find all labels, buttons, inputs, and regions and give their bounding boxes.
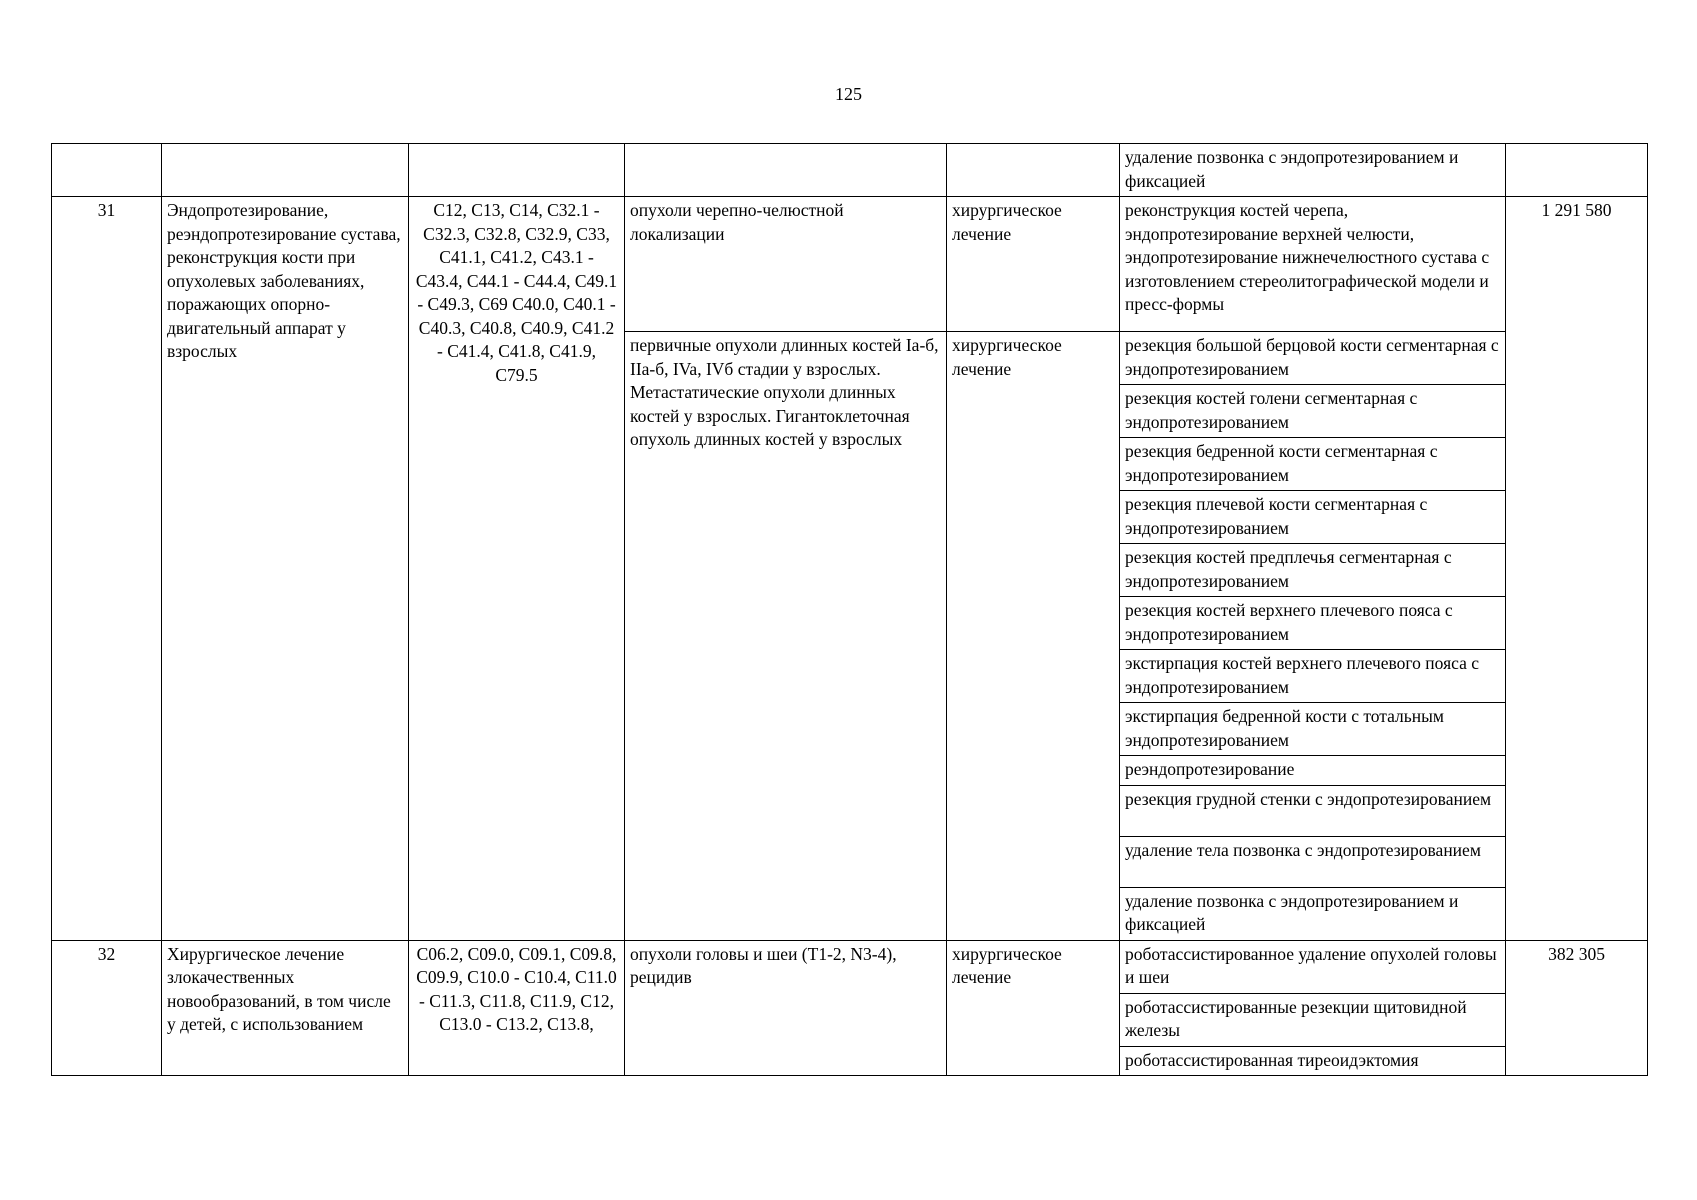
patient-model: первичные опухоли длинных костей Ia-б, IIa-б, IVa, IVб стадии у взрослых. Метастатические опухоли длинных костей у взрослых. Гигантоклеточная опухоль длинных костей у взрослых — [625, 332, 947, 941]
treatment-method: резекция костей верхнего плечевого пояса с эндопротезированием — [1120, 597, 1506, 650]
page-number: 125 — [835, 84, 862, 104]
icd-codes: C12, C13, C14, C32.1 - C32.3, C32.8, C32.9, C33, C41.1, C41.2, C43.1 - C43.4, C44.1 - C44.4, C49.1 - C49.3, C69 C40.0, C40.1 - C40.3, C40.8, C40.9, C41.2 - C41.4, C41.8, C41.9, C79.5 — [409, 197, 625, 941]
row-number: 32 — [52, 940, 162, 1076]
patient-model: опухоли головы и шеи (T1-2, N3-4), рецидив — [625, 940, 947, 1076]
cell-codes — [409, 144, 625, 197]
cell-number — [52, 144, 162, 197]
table-row-32 — [52, 940, 1648, 993]
treatment-type: хирургическое лечение — [947, 332, 1120, 941]
table-row-31 — [52, 197, 1648, 332]
treatment-method: реэндопротезирование — [1120, 756, 1506, 786]
table-row-continuation — [52, 144, 1648, 197]
care-type-name: Хирургическое лечение злокачественных новообразований, в том числе у детей, с использованием — [162, 940, 409, 1076]
medical-care-table — [51, 143, 1648, 1076]
treatment-method: резекция большой берцовой кости сегментарная с эндопротезированием — [1120, 332, 1506, 385]
treatment-method: удаление позвонка с эндопротезированием и фиксацией — [1120, 887, 1506, 940]
treatment-method: экстирпация бедренной кости с тотальным эндопротезированием — [1120, 703, 1506, 756]
treatment-type: хирургическое лечение — [947, 940, 1120, 1076]
treatment-method: роботассистированное удаление опухолей головы и шеи — [1120, 940, 1506, 993]
price: 1 291 580 — [1506, 197, 1648, 941]
cell-price — [1506, 144, 1648, 197]
cell-treatment — [947, 144, 1120, 197]
treatment-method: роботассистированные резекции щитовидной железы — [1120, 993, 1506, 1046]
treatment-method: удаление тела позвонка с эндопротезированием — [1120, 836, 1506, 887]
treatment-method: резекция бедренной кости сегментарная с эндопротезированием — [1120, 438, 1506, 491]
cell-method: удаление позвонка с эндопротезированием и фиксацией — [1120, 144, 1506, 197]
treatment-method: реконструкция костей черепа, эндопротезирование верхней челюсти, эндопротезирование нижнечелюстного сустава с изготовлением стереолитографической модели и пресс-формы — [1120, 197, 1506, 332]
treatment-method: резекция костей голени сегментарная с эндопротезированием — [1120, 385, 1506, 438]
treatment-method: экстирпация костей верхнего плечевого пояса с эндопротезированием — [1120, 650, 1506, 703]
icd-codes: C06.2, C09.0, C09.1, C09.8, C09.9, C10.0 - C10.4, C11.0 - C11.3, C11.8, C11.9, C12, C13.0 - C13.2, C13.8, — [409, 940, 625, 1076]
treatment-type: хирургическое лечение — [947, 197, 1120, 332]
treatment-method: резекция костей предплечья сегментарная с эндопротезированием — [1120, 544, 1506, 597]
row-number: 31 — [52, 197, 162, 941]
treatment-method: роботассистированная тиреоидэктомия — [1120, 1046, 1506, 1076]
treatment-method: резекция плечевой кости сегментарная с эндопротезированием — [1120, 491, 1506, 544]
cell-model — [625, 144, 947, 197]
price: 382 305 — [1506, 940, 1648, 1076]
care-type-name: Эндопротезирование, реэндопротезирование сустава, реконструкция кости при опухолевых заболеваниях, поражающих опорно-двигательный аппарат у взрослых — [162, 197, 409, 941]
cell-name — [162, 144, 409, 197]
treatment-method: резекция грудной стенки с эндопротезированием — [1120, 785, 1506, 836]
patient-model: опухоли черепно-челюстной локализации — [625, 197, 947, 332]
